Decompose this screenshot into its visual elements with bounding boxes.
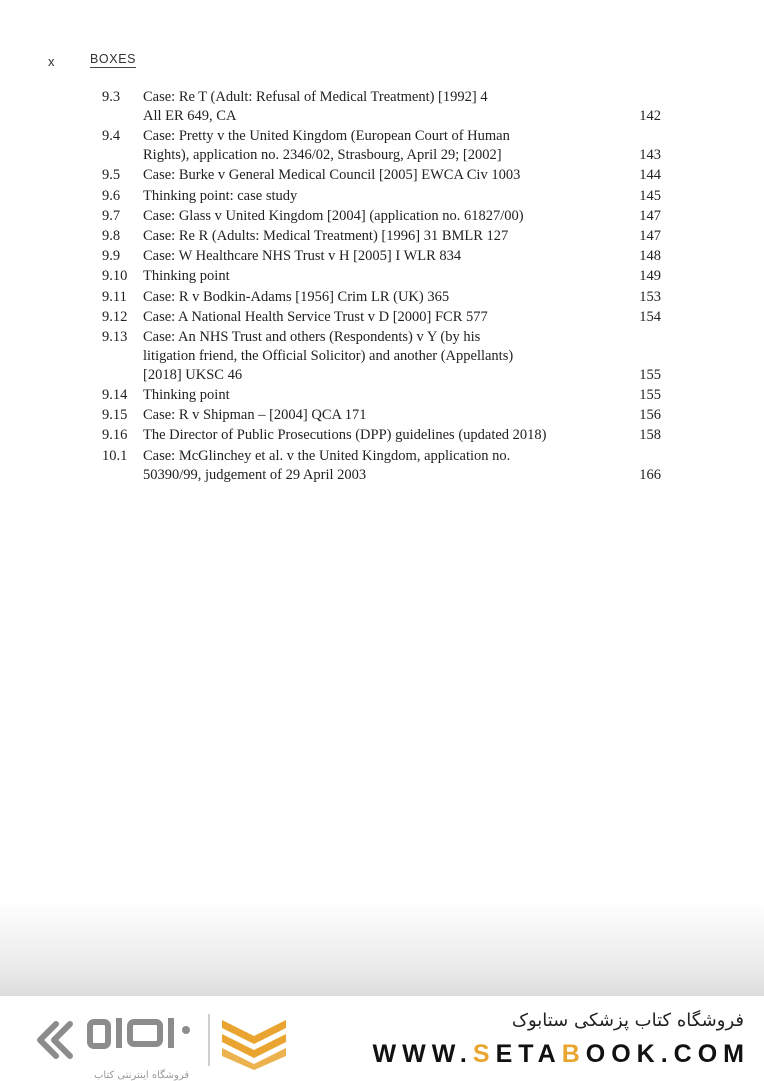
box-title-line: Case: Re T (Adult: Refusal of Medical Treatment) [1992] 4 bbox=[143, 89, 488, 105]
box-page-number: 158 bbox=[639, 427, 661, 444]
logo-wordmark-icon bbox=[86, 1014, 196, 1062]
box-page-number: 148 bbox=[639, 248, 661, 265]
url-part: OOK.COM bbox=[585, 1040, 750, 1068]
box-title-line: The Director of Public Prosecutions (DPP) guidelines (updated 2018) bbox=[143, 427, 547, 444]
box-title-line: Case: Re R (Adults: Medical Treatment) [1996] 31 BMLR 127 bbox=[143, 227, 509, 244]
box-page-number: 149 bbox=[639, 268, 661, 285]
box-title bbox=[143, 187, 623, 206]
box-number: 9.16 bbox=[102, 427, 128, 444]
box-title-line: Case: R v Bodkin-Adams [1956] Crim LR (UK) 365 bbox=[143, 288, 450, 305]
box-entry[interactable] bbox=[0, 127, 764, 165]
box-number: 9.6 bbox=[102, 187, 121, 204]
box-page-number: 147 bbox=[639, 227, 661, 244]
box-number: 9.4 bbox=[102, 128, 121, 145]
box-page-number: 144 bbox=[639, 167, 661, 184]
box-entry[interactable] bbox=[0, 447, 764, 485]
box-title-line: All ER 649, CA bbox=[143, 108, 237, 124]
box-title-line: Thinking point bbox=[143, 387, 230, 404]
box-title bbox=[143, 227, 623, 246]
box-title-line: Case: R v Shipman – [2004] QCA 171 bbox=[143, 407, 367, 424]
box-number: 9.3 bbox=[102, 89, 121, 105]
store-url[interactable] bbox=[373, 1040, 750, 1069]
box-title bbox=[143, 386, 623, 405]
box-entry[interactable] bbox=[0, 426, 764, 445]
brand-subtitle: فروشگاه اینترنتی کتاب bbox=[94, 1070, 190, 1081]
section-title: BOXES bbox=[90, 52, 137, 66]
box-title-line: Rights), application no. 2346/02, Strasbourg, April 29; [2002] bbox=[143, 147, 502, 164]
box-entry[interactable] bbox=[0, 88, 764, 126]
box-number: 9.8 bbox=[102, 227, 121, 244]
box-entry[interactable] bbox=[0, 308, 764, 327]
box-page-number: 155 bbox=[639, 366, 661, 383]
box-title bbox=[143, 166, 623, 185]
box-title bbox=[143, 447, 623, 485]
url-part: WWW. bbox=[372, 1040, 473, 1068]
box-page-number: 147 bbox=[639, 207, 661, 224]
store-title-persian: فروشگاه کتاب پزشکی ستابوک bbox=[511, 1010, 744, 1031]
setabook-logo bbox=[34, 1010, 204, 1081]
box-number: 9.14 bbox=[102, 387, 128, 404]
box-page-number: 166 bbox=[639, 466, 661, 483]
box-entry[interactable] bbox=[0, 386, 764, 405]
box-title bbox=[143, 267, 623, 286]
box-title-line: Thinking point bbox=[143, 268, 230, 285]
logo-divider bbox=[208, 1014, 210, 1066]
box-number: 10.1 bbox=[102, 447, 128, 464]
box-title bbox=[143, 426, 623, 445]
box-number: 9.5 bbox=[102, 167, 121, 184]
box-title bbox=[143, 288, 623, 307]
box-number: 9.10 bbox=[102, 268, 128, 285]
box-entry[interactable] bbox=[0, 406, 764, 425]
box-title bbox=[143, 88, 623, 126]
box-page-number: 145 bbox=[639, 187, 661, 204]
box-title-line: Case: Glass v United Kingdom [2004] (application no. 61827/00) bbox=[143, 207, 524, 224]
url-part: ETA bbox=[495, 1040, 562, 1068]
box-title-line: Thinking point: case study bbox=[143, 187, 298, 204]
box-entry[interactable] bbox=[0, 207, 764, 226]
box-page-number: 156 bbox=[639, 407, 661, 424]
box-page-number: 153 bbox=[639, 288, 661, 305]
box-title bbox=[143, 127, 623, 165]
box-number: 9.9 bbox=[102, 248, 121, 265]
box-title-line: [2018] UKSC 46 bbox=[143, 366, 243, 383]
box-page-number: 143 bbox=[639, 147, 661, 164]
box-number: 9.7 bbox=[102, 207, 121, 224]
box-entry[interactable] bbox=[0, 288, 764, 307]
box-number: 9.11 bbox=[102, 288, 127, 305]
box-title bbox=[143, 247, 623, 266]
box-title-line: 50390/99, judgement of 29 April 2003 bbox=[143, 466, 367, 483]
box-page-number: 142 bbox=[639, 108, 661, 124]
box-number: 9.15 bbox=[102, 407, 128, 424]
box-number: 9.12 bbox=[102, 308, 128, 325]
url-accent: B bbox=[561, 1040, 586, 1068]
box-number: 9.13 bbox=[102, 328, 128, 345]
box-entry[interactable] bbox=[0, 267, 764, 286]
box-title-line: Case: McGlinchey et al. v the United Kingdom, application no. bbox=[143, 447, 511, 464]
page-shadow bbox=[0, 900, 764, 996]
url-accent: S bbox=[472, 1040, 496, 1068]
box-entry[interactable] bbox=[0, 247, 764, 266]
page-number: x bbox=[48, 54, 55, 69]
box-page-number: 155 bbox=[639, 387, 661, 404]
box-title bbox=[143, 308, 623, 327]
box-entry[interactable] bbox=[0, 227, 764, 246]
box-title-line: Case: An NHS Trust and others (Respondents) v Y (by his bbox=[143, 328, 481, 345]
box-entry[interactable] bbox=[0, 187, 764, 206]
box-title bbox=[143, 328, 623, 385]
box-title-line: litigation friend, the Official Solicitor) and another (Appellants) bbox=[143, 347, 514, 364]
box-entry[interactable] bbox=[0, 328, 764, 385]
double-chevron-icon bbox=[34, 1018, 94, 1062]
publisher-footer bbox=[0, 996, 764, 1080]
box-title-line: Case: W Healthcare NHS Trust v H [2005] I WLR 834 bbox=[143, 248, 462, 265]
book-stack-icon bbox=[218, 1014, 290, 1070]
box-title bbox=[143, 406, 623, 425]
box-entry[interactable] bbox=[0, 166, 764, 185]
box-title-line: Case: A National Health Service Trust v D [2000] FCR 577 bbox=[143, 308, 488, 325]
box-page-number: 154 bbox=[639, 308, 661, 325]
box-title-line: Case: Pretty v the United Kingdom (European Court of Human bbox=[143, 128, 510, 145]
box-title-line: Case: Burke v General Medical Council [2005] EWCA Civ 1003 bbox=[143, 167, 521, 184]
boxes-list bbox=[0, 88, 764, 486]
box-title bbox=[143, 207, 623, 226]
